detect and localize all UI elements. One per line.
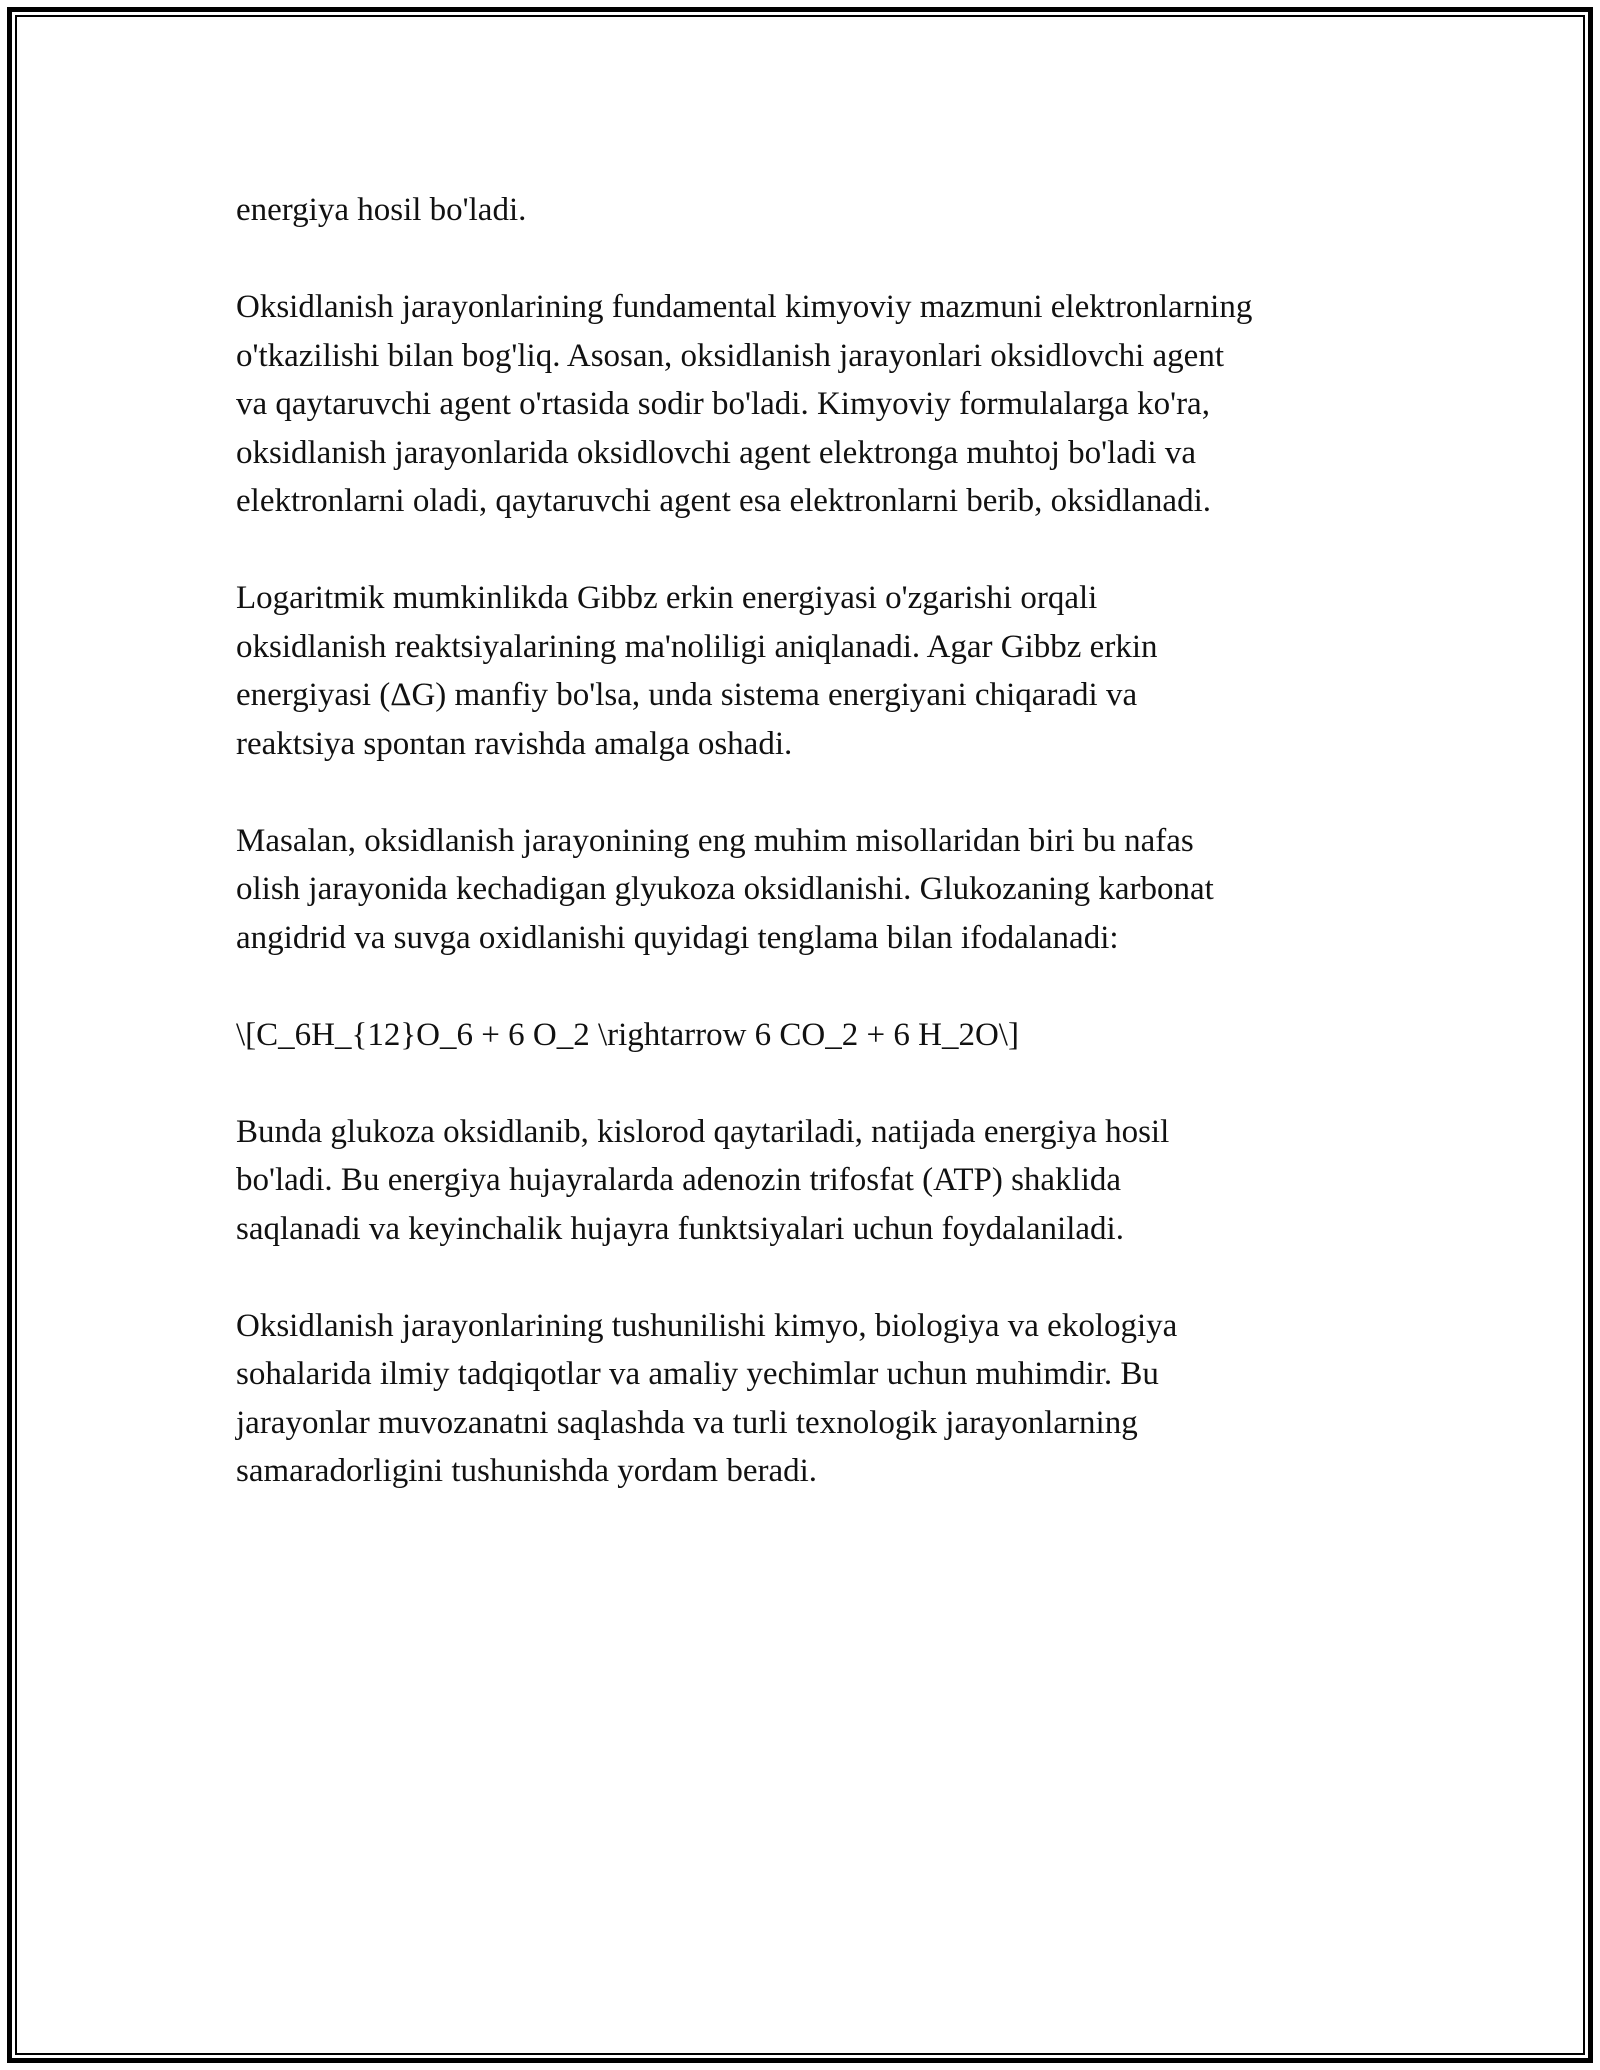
paragraph-glucose-example: Masalan, oksidlanish jarayonining eng muhim misollaridan biri bu nafas olish jarayonida kechadigan glyukoza oksidlanishi. Glukozaning karbonat angidrid va suvga oxidlanishi quyidagi tenglama bilan ifodalanadi: [236,822,1214,956]
paragraph-conclusion: Oksidlanish jarayonlarining tushunilishi kimyo, biologiya va ekologiya sohalarida ilmiy tadqiqotlar va amaliy yechimlar uchun muhimdir. Bu jarayonlar muvozanatni saqlashda va turli texnologik jarayonlarning samaradorligini tushunishda yordam beradi. [236,1307,1178,1489]
document-body [236,186,1386,1544]
equation-glucose-oxidation: \[C_6H_{12}O_6 + 6 O_2 \rightarrow 6 CO_2 + 6 H_2O\] [236,1016,1019,1053]
paragraph-electron-transfer: Oksidlanish jarayonlarining fundamental kimyoviy mazmuni elektronlarning o'tkazilishi bilan bog'liq. Asosan, oksidlanish jarayonlari oksidlovchi agent va qaytaruvchi agent o'rtasida sodir bo'ladi. Kimyoviy formulalarga ko'ra, oksidlanish jarayonlarida oksidlovchi agent elektronga muhtoj bo'ladi va elektronlarni oladi, qaytaruvchi agent esa elektronlarni berib, oksidlanadi. [236,289,1253,519]
paragraph-gibbs-energy: Logaritmik mumkinlikda Gibbz erkin energiyasi o'zgarishi orqali oksidlanish reaktsiyalarining ma'noliligi aniqlanadi. Agar Gibbz erkin energiyasi (ΔG) manfiy bo'lsa, unda sistema energiyani chiqaradi va reaktsiya spontan ravishda amalga oshadi. [236,580,1158,762]
paragraph-atp-energy: Bunda glukoza oksidlanib, kislorod qaytariladi, natijada energiya hosil bo'ladi. Bu energiya hujayralarda adenozin trifosfat (ATP) shaklida saqlanadi va keyinchalik hujayra funktsiyalari uchun foydalaniladi. [236,1113,1170,1247]
paragraph-continuation: energiya hosil bo'ladi. [236,192,527,228]
